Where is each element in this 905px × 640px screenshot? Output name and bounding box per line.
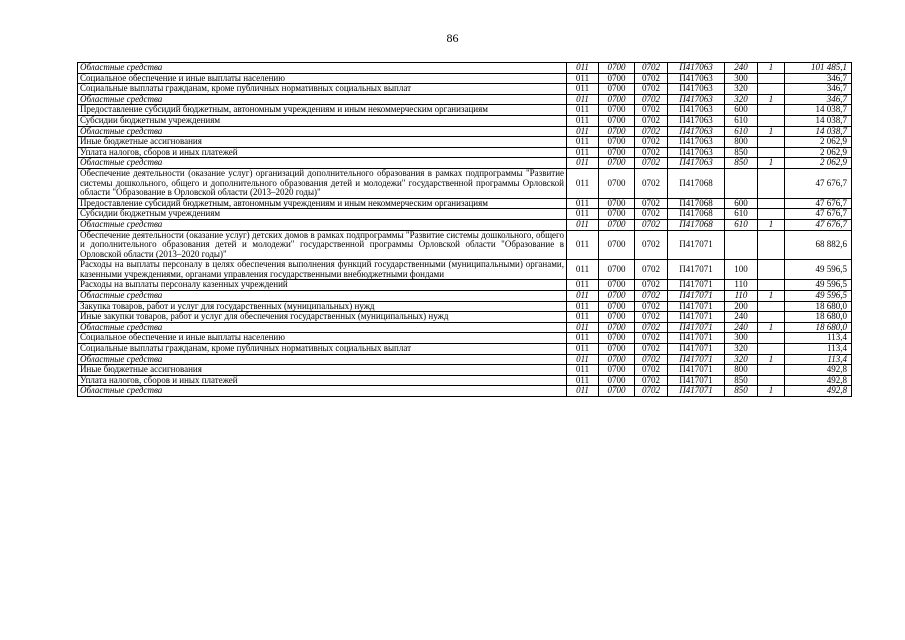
cell-subsection: 0702: [635, 198, 668, 209]
cell-name: Иные бюджетные ассигнования: [78, 365, 567, 376]
table-row: [78, 209, 852, 220]
table-row: [78, 260, 852, 280]
cell-name: Социальное обеспечение и иные выплаты населению: [78, 333, 567, 344]
cell-funding-source: [758, 115, 785, 126]
table-row: [78, 168, 852, 198]
cell-name: Расходы на выплаты персоналу казенных учреждений: [78, 280, 567, 291]
cell-subsection: 0702: [635, 280, 668, 291]
cell-admin-code: 011: [567, 126, 599, 137]
cell-name: Областные средства: [78, 126, 567, 137]
cell-expense-type: 240: [725, 312, 758, 323]
cell-section: 0700: [599, 84, 635, 95]
cell-admin-code: 011: [567, 168, 599, 198]
cell-expense-type: 300: [725, 333, 758, 344]
cell-expense-type: 800: [725, 365, 758, 376]
cell-amount: 346,7: [785, 84, 852, 95]
cell-expense-type: 110: [725, 291, 758, 302]
cell-subsection: 0702: [635, 230, 668, 260]
cell-subsection: 0702: [635, 209, 668, 220]
cell-subsection: 0702: [635, 73, 668, 84]
cell-expense-type: 850: [725, 375, 758, 386]
cell-expense-type: 850: [725, 158, 758, 169]
cell-admin-code: 011: [567, 280, 599, 291]
cell-funding-source: 1: [758, 94, 785, 105]
cell-name: Иные бюджетные ассигнования: [78, 137, 567, 148]
cell-amount: 2 062,9: [785, 147, 852, 158]
cell-target-article: П417071: [668, 260, 725, 280]
cell-name: Предоставление субсидий бюджетным, автономным учреждениям и иным некоммерческим организациям: [78, 198, 567, 209]
cell-admin-code: 011: [567, 147, 599, 158]
table-row: [78, 158, 852, 169]
cell-section: 0700: [599, 158, 635, 169]
cell-target-article: П417063: [668, 94, 725, 105]
cell-expense-type: 850: [725, 147, 758, 158]
cell-target-article: П417063: [668, 158, 725, 169]
cell-name: Уплата налогов, сборов и иных платежей: [78, 147, 567, 158]
cell-section: 0700: [599, 386, 635, 397]
cell-amount: 14 038,7: [785, 105, 852, 116]
cell-amount: 14 038,7: [785, 126, 852, 137]
cell-section: 0700: [599, 105, 635, 116]
cell-target-article: П417063: [668, 115, 725, 126]
cell-amount: 47 676,7: [785, 219, 852, 230]
cell-admin-code: 011: [567, 375, 599, 386]
cell-subsection: 0702: [635, 105, 668, 116]
cell-target-article: П417071: [668, 344, 725, 355]
cell-section: 0700: [599, 354, 635, 365]
cell-amount: 18 680,0: [785, 312, 852, 323]
cell-funding-source: [758, 209, 785, 220]
table-row: [78, 291, 852, 302]
cell-subsection: 0702: [635, 260, 668, 280]
cell-funding-source: [758, 260, 785, 280]
table-row: [78, 73, 852, 84]
cell-name: Закупка товаров, работ и услуг для государственных (муниципальных) нужд: [78, 301, 567, 312]
cell-funding-source: 1: [758, 354, 785, 365]
cell-target-article: П417071: [668, 322, 725, 333]
cell-admin-code: 011: [567, 63, 599, 74]
cell-target-article: П417063: [668, 105, 725, 116]
cell-section: 0700: [599, 301, 635, 312]
table-row: [78, 115, 852, 126]
cell-subsection: 0702: [635, 158, 668, 169]
table-row: [78, 312, 852, 323]
cell-expense-type: 320: [725, 94, 758, 105]
cell-admin-code: 011: [567, 158, 599, 169]
cell-subsection: 0702: [635, 344, 668, 355]
cell-target-article: П417063: [668, 63, 725, 74]
cell-funding-source: [758, 198, 785, 209]
cell-name: Предоставление субсидий бюджетным, автономным учреждениям и иным некоммерческим организациям: [78, 105, 567, 116]
cell-section: 0700: [599, 375, 635, 386]
cell-funding-source: [758, 168, 785, 198]
cell-name: Субсидии бюджетным учреждениям: [78, 209, 567, 220]
cell-funding-source: [758, 230, 785, 260]
cell-admin-code: 011: [567, 365, 599, 376]
table-body: [78, 63, 852, 397]
cell-section: 0700: [599, 137, 635, 148]
table-row: [78, 219, 852, 230]
cell-name: Расходы на выплаты персоналу в целях обеспечения выполнения функций государственными (муниципальными) органами, казенными учреждениями, органами управления государственными внебюджетными фондами: [78, 260, 567, 280]
cell-section: 0700: [599, 209, 635, 220]
cell-section: 0700: [599, 168, 635, 198]
cell-funding-source: [758, 84, 785, 95]
cell-subsection: 0702: [635, 322, 668, 333]
cell-section: 0700: [599, 322, 635, 333]
table-row: [78, 230, 852, 260]
cell-amount: 2 062,9: [785, 137, 852, 148]
cell-target-article: П417071: [668, 230, 725, 260]
cell-expense-type: 800: [725, 137, 758, 148]
cell-amount: 49 596,5: [785, 291, 852, 302]
cell-section: 0700: [599, 147, 635, 158]
table-row: [78, 344, 852, 355]
cell-funding-source: [758, 137, 785, 148]
cell-section: 0700: [599, 219, 635, 230]
cell-subsection: 0702: [635, 333, 668, 344]
cell-expense-type: 610: [725, 219, 758, 230]
cell-name: Областные средства: [78, 322, 567, 333]
cell-expense-type: [725, 168, 758, 198]
cell-name: Областные средства: [78, 158, 567, 169]
cell-amount: 14 038,7: [785, 115, 852, 126]
cell-amount: 492,8: [785, 386, 852, 397]
cell-section: 0700: [599, 73, 635, 84]
table-row: [78, 301, 852, 312]
cell-target-article: П417068: [668, 168, 725, 198]
cell-admin-code: 011: [567, 94, 599, 105]
cell-funding-source: [758, 333, 785, 344]
cell-admin-code: 011: [567, 344, 599, 355]
cell-admin-code: 011: [567, 333, 599, 344]
cell-expense-type: 100: [725, 260, 758, 280]
cell-funding-source: 1: [758, 386, 785, 397]
cell-subsection: 0702: [635, 354, 668, 365]
cell-admin-code: 011: [567, 73, 599, 84]
cell-name: Социальные выплаты гражданам, кроме публичных нормативных социальных выплат: [78, 84, 567, 95]
cell-funding-source: 1: [758, 158, 785, 169]
cell-amount: 18 680,0: [785, 322, 852, 333]
cell-section: 0700: [599, 291, 635, 302]
cell-subsection: 0702: [635, 126, 668, 137]
cell-target-article: П417071: [668, 301, 725, 312]
cell-funding-source: 1: [758, 63, 785, 74]
cell-admin-code: 011: [567, 84, 599, 95]
cell-expense-type: 240: [725, 63, 758, 74]
cell-subsection: 0702: [635, 365, 668, 376]
table-row: [78, 354, 852, 365]
table-row: [78, 94, 852, 105]
cell-target-article: П417068: [668, 219, 725, 230]
cell-target-article: П417071: [668, 386, 725, 397]
cell-admin-code: 011: [567, 209, 599, 220]
cell-subsection: 0702: [635, 84, 668, 95]
cell-subsection: 0702: [635, 312, 668, 323]
cell-amount: 113,4: [785, 333, 852, 344]
cell-amount: 47 676,7: [785, 209, 852, 220]
cell-expense-type: 600: [725, 198, 758, 209]
cell-expense-type: 200: [725, 301, 758, 312]
cell-name: Областные средства: [78, 63, 567, 74]
cell-expense-type: 240: [725, 322, 758, 333]
cell-subsection: 0702: [635, 115, 668, 126]
cell-amount: 47 676,7: [785, 168, 852, 198]
cell-section: 0700: [599, 198, 635, 209]
cell-amount: 49 596,5: [785, 280, 852, 291]
table-row: [78, 333, 852, 344]
cell-subsection: 0702: [635, 386, 668, 397]
cell-funding-source: [758, 375, 785, 386]
cell-funding-source: 1: [758, 291, 785, 302]
cell-target-article: П417071: [668, 333, 725, 344]
cell-funding-source: [758, 365, 785, 376]
cell-subsection: 0702: [635, 137, 668, 148]
cell-funding-source: [758, 105, 785, 116]
cell-target-article: П417068: [668, 198, 725, 209]
cell-target-article: П417071: [668, 280, 725, 291]
cell-admin-code: 011: [567, 230, 599, 260]
table-row: [78, 137, 852, 148]
cell-admin-code: 011: [567, 354, 599, 365]
cell-funding-source: 1: [758, 126, 785, 137]
cell-expense-type: 600: [725, 105, 758, 116]
cell-admin-code: 011: [567, 322, 599, 333]
cell-amount: 2 062,9: [785, 158, 852, 169]
cell-admin-code: 011: [567, 312, 599, 323]
cell-name: Областные средства: [78, 94, 567, 105]
cell-target-article: П417071: [668, 291, 725, 302]
cell-amount: 346,7: [785, 94, 852, 105]
cell-name: Областные средства: [78, 291, 567, 302]
cell-amount: 492,8: [785, 365, 852, 376]
cell-expense-type: 300: [725, 73, 758, 84]
cell-name: Социальное обеспечение и иные выплаты населению: [78, 73, 567, 84]
table-row: [78, 386, 852, 397]
cell-amount: 346,7: [785, 73, 852, 84]
cell-subsection: 0702: [635, 219, 668, 230]
cell-name: Уплата налогов, сборов и иных платежей: [78, 375, 567, 386]
cell-section: 0700: [599, 312, 635, 323]
cell-admin-code: 011: [567, 115, 599, 126]
table-row: [78, 126, 852, 137]
cell-expense-type: 610: [725, 115, 758, 126]
cell-name: Иные закупки товаров, работ и услуг для обеспечения государственных (муниципальных) нужд: [78, 312, 567, 323]
cell-admin-code: 011: [567, 260, 599, 280]
cell-subsection: 0702: [635, 63, 668, 74]
cell-name: Областные средства: [78, 386, 567, 397]
cell-section: 0700: [599, 94, 635, 105]
cell-admin-code: 011: [567, 105, 599, 116]
cell-admin-code: 011: [567, 198, 599, 209]
budget-table: [77, 62, 852, 397]
cell-expense-type: 110: [725, 280, 758, 291]
cell-expense-type: [725, 230, 758, 260]
cell-subsection: 0702: [635, 375, 668, 386]
cell-funding-source: [758, 147, 785, 158]
cell-expense-type: 850: [725, 386, 758, 397]
cell-amount: 68 882,6: [785, 230, 852, 260]
cell-section: 0700: [599, 260, 635, 280]
cell-funding-source: 1: [758, 322, 785, 333]
table-row: [78, 63, 852, 74]
cell-name: Социальные выплаты гражданам, кроме публичных нормативных социальных выплат: [78, 344, 567, 355]
cell-section: 0700: [599, 280, 635, 291]
cell-admin-code: 011: [567, 219, 599, 230]
cell-subsection: 0702: [635, 94, 668, 105]
cell-expense-type: 320: [725, 84, 758, 95]
cell-name: Обеспечение деятельности (оказание услуг) детских домов в рамках подпрограммы "Развитие системы дошкольного, общего и дополнительного образования детей и молодежи" государственной программы Орловской области "Образование в Орловской области (2013–2020 годы)": [78, 230, 567, 260]
cell-target-article: П417071: [668, 354, 725, 365]
cell-section: 0700: [599, 365, 635, 376]
cell-funding-source: 1: [758, 219, 785, 230]
cell-target-article: П417068: [668, 209, 725, 220]
table-row: [78, 105, 852, 116]
cell-section: 0700: [599, 115, 635, 126]
cell-target-article: П417063: [668, 126, 725, 137]
cell-name: Областные средства: [78, 219, 567, 230]
table-row: [78, 280, 852, 291]
table-row: [78, 84, 852, 95]
cell-funding-source: [758, 73, 785, 84]
cell-target-article: П417063: [668, 137, 725, 148]
cell-target-article: П417071: [668, 375, 725, 386]
cell-funding-source: [758, 280, 785, 291]
cell-section: 0700: [599, 344, 635, 355]
cell-funding-source: [758, 301, 785, 312]
cell-section: 0700: [599, 126, 635, 137]
cell-amount: 113,4: [785, 344, 852, 355]
cell-subsection: 0702: [635, 291, 668, 302]
cell-expense-type: 610: [725, 126, 758, 137]
cell-amount: 492,8: [785, 375, 852, 386]
cell-funding-source: [758, 344, 785, 355]
cell-amount: 47 676,7: [785, 198, 852, 209]
cell-target-article: П417063: [668, 73, 725, 84]
cell-target-article: П417063: [668, 147, 725, 158]
cell-target-article: П417063: [668, 84, 725, 95]
cell-section: 0700: [599, 63, 635, 74]
cell-amount: 49 596,5: [785, 260, 852, 280]
table-row: [78, 322, 852, 333]
cell-name: Обеспечение деятельности (оказание услуг) организаций дополнительного образования в рамках подпрограммы "Развитие системы дошкольного, общего и дополнительного образования детей и молодежи" государственной программы Орловской области "Образование в Орловской области (2013–2020 годы)": [78, 168, 567, 198]
cell-name: Субсидии бюджетным учреждениям: [78, 115, 567, 126]
cell-amount: 18 680,0: [785, 301, 852, 312]
table-row: [78, 375, 852, 386]
page-number: 86: [446, 31, 459, 45]
cell-amount: 113,4: [785, 354, 852, 365]
cell-admin-code: 011: [567, 386, 599, 397]
cell-funding-source: [758, 312, 785, 323]
table-row: [78, 147, 852, 158]
cell-amount: 101 485,1: [785, 63, 852, 74]
cell-subsection: 0702: [635, 147, 668, 158]
cell-subsection: 0702: [635, 301, 668, 312]
table-row: [78, 198, 852, 209]
cell-subsection: 0702: [635, 168, 668, 198]
cell-expense-type: 320: [725, 344, 758, 355]
cell-expense-type: 610: [725, 209, 758, 220]
cell-admin-code: 011: [567, 291, 599, 302]
cell-target-article: П417071: [668, 312, 725, 323]
table-row: [78, 365, 852, 376]
cell-admin-code: 011: [567, 301, 599, 312]
cell-section: 0700: [599, 230, 635, 260]
cell-expense-type: 320: [725, 354, 758, 365]
cell-name: Областные средства: [78, 354, 567, 365]
cell-target-article: П417071: [668, 365, 725, 376]
cell-admin-code: 011: [567, 137, 599, 148]
cell-section: 0700: [599, 333, 635, 344]
